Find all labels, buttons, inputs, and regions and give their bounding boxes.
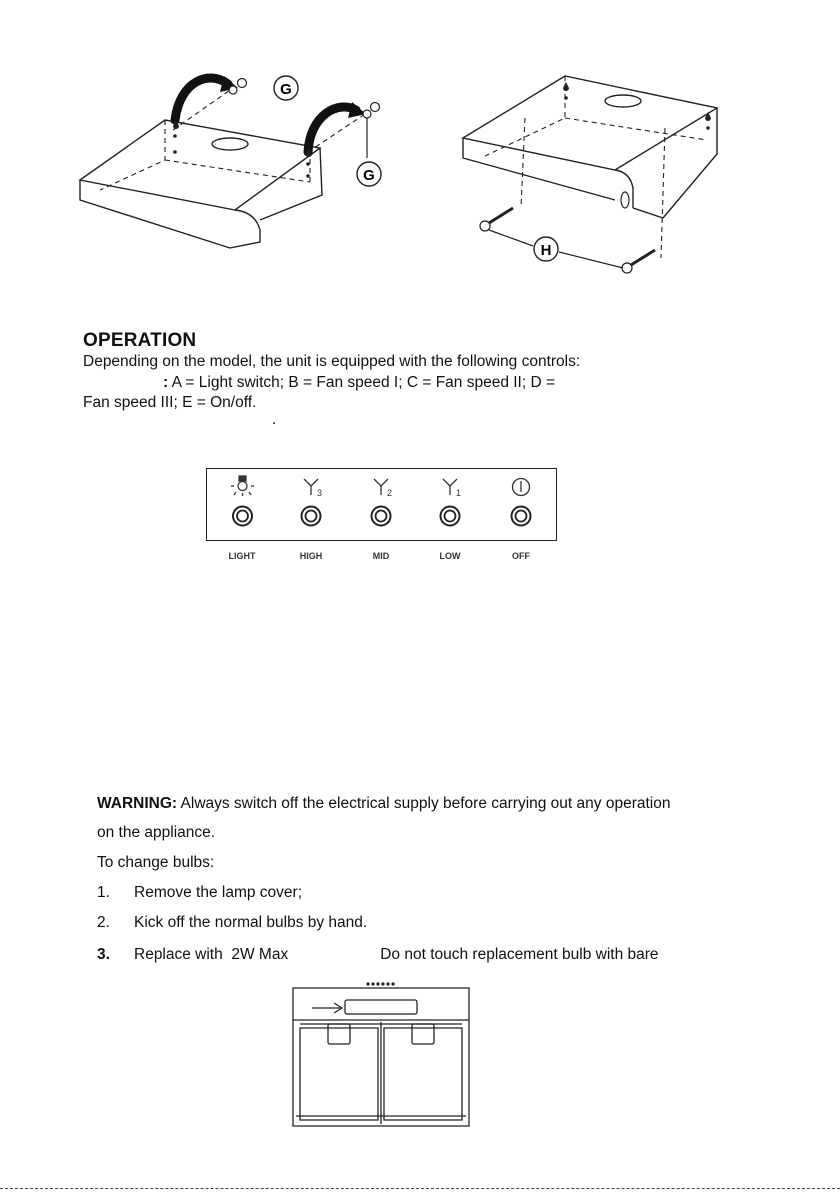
fan-icon-mid [374,479,388,495]
fan-speed-sub-mid: 2 [387,488,393,498]
hood-top-outline [80,120,320,210]
light-bulb-icon [231,476,254,496]
operation-controls-line [83,373,555,392]
step-3-text-a: Replace with [134,946,223,963]
fan-speed-sub-low: 1 [456,488,462,498]
warning-line-2: on the appliance. [97,824,216,841]
fan-speed-sub-high: 3 [317,488,323,498]
high-speed-button[interactable] [302,507,321,526]
operation-intro: Depending on the model, the unit is equipped with the following controls: [83,353,581,370]
step-1 [97,884,302,902]
hood-underside-figure [290,980,472,1130]
step-3 [97,946,659,964]
filter-right [384,1028,462,1120]
lamp-cover[interactable] [345,1000,417,1014]
fan-icon-low [443,479,457,495]
arrow-right-icon [312,1003,342,1013]
control-label-light: LIGHT [228,551,256,561]
step-2-text: Kick off the normal bulbs by hand. [134,914,368,931]
warning-label: WARNING: [97,795,178,812]
rotation-arrow-1 [175,78,228,120]
rotation-arrow-2 [308,107,356,152]
screw-left [480,208,513,231]
controls-mapping-text: A = Light switch; B = Fan speed I; C = Fan speed II; D = [171,374,556,391]
step-2 [97,914,367,932]
hood-top-vents [366,982,394,985]
step-1-number: 1. [97,884,110,901]
warning-text: Always switch off the electrical supply before carrying out any operation [180,795,671,812]
operation-heading: OPERATION [83,330,197,351]
filter-left [300,1028,378,1120]
step-3-number: 3. [97,946,110,963]
vent-opening [212,138,248,150]
power-icon [513,479,530,496]
light-button[interactable] [233,507,252,526]
callout-h-label: H [540,242,552,259]
callout-g-label-2: G [363,167,375,184]
vent-opening-right [605,95,641,107]
control-panel-icons [206,468,557,541]
step-1-separator: ; [297,884,302,901]
step-2-number: 2. [97,914,110,931]
hood-top-outline-right [463,76,717,170]
operation-controls-line-2: Fan speed III; E = On/off. [83,394,257,411]
control-label-low: LOW [439,551,461,561]
off-button[interactable] [512,507,531,526]
control-label-off: OFF [512,551,530,561]
step-3-text-b: Do not touch replacement bulb with bare [380,946,659,963]
control-label-high: HIGH [299,551,323,561]
screw-right [622,250,655,273]
operation-dot: . [272,411,277,428]
page-bottom-dashed-border [0,1188,840,1189]
controls-colon: : [163,374,169,391]
control-label-mid: MID [372,551,390,561]
callout-g-label-1: G [280,81,292,98]
hood-mounting-figure-right [455,68,735,283]
step-1-text: Remove the lamp cover [134,884,298,901]
step-3-value: 2W Max [231,946,289,963]
fan-icon-high [304,479,318,495]
warning-line [97,795,670,813]
hood-mounting-figure-left [70,70,400,260]
low-speed-button[interactable] [441,507,460,526]
change-bulbs-heading: To change bulbs: [97,854,215,871]
mid-speed-button[interactable] [372,507,391,526]
